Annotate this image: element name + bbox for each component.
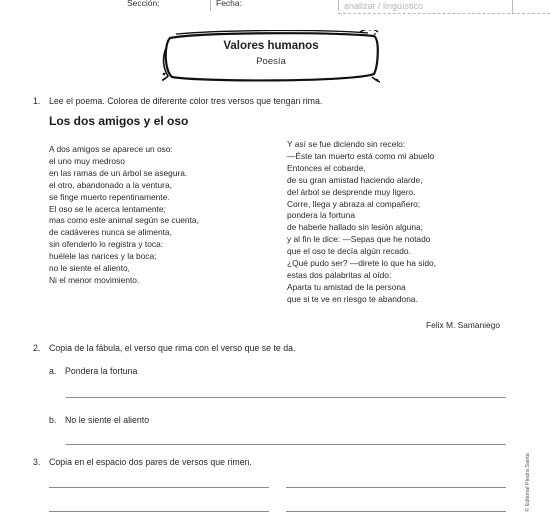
header-dashed-line bbox=[338, 13, 550, 14]
poem-verse: Entonces el cobarde, bbox=[287, 162, 366, 173]
poem-verse: mas como este animal según se cuenta, bbox=[49, 215, 199, 226]
poem-author: Felix M. Samaniego bbox=[426, 320, 501, 330]
answer-line-3-left-2[interactable] bbox=[49, 511, 269, 512]
question-1 bbox=[33, 96, 322, 106]
answer-line-2a[interactable] bbox=[66, 397, 506, 398]
copyright-sidebar: © Editorial Piedra Santa bbox=[525, 453, 531, 512]
skill-text: analizar / lingüístico bbox=[344, 1, 424, 11]
poem-verse: —Éste tan muerto está como mi abuelo bbox=[287, 150, 435, 161]
poem-verse: de cadáveres nunca se alimenta, bbox=[49, 227, 172, 238]
question-2b bbox=[49, 415, 149, 425]
poem-verse: de haberle hallado sin lesión alguna; bbox=[287, 222, 423, 233]
question-2b-letter: b. bbox=[49, 415, 57, 425]
question-2b-text: No le siente el aliento bbox=[65, 415, 150, 425]
worksheet-title: Valores humanos bbox=[223, 40, 319, 52]
poem-verse: el uno muy medroso bbox=[49, 155, 125, 166]
poem-verse: de su gran amistad haciendo alarde, bbox=[287, 174, 423, 185]
question-2a-letter: a. bbox=[49, 366, 57, 376]
question-2-number: 2. bbox=[33, 343, 41, 353]
poem-title: Los dos amigos y el oso bbox=[49, 114, 189, 128]
poem-verse: sin ofenderlo lo registra y toca: bbox=[49, 239, 164, 250]
answer-line-3-right-1[interactable] bbox=[286, 487, 506, 488]
header-divider-2 bbox=[338, 0, 339, 11]
poem-verse: Y así se fue diciendo sin recelo: bbox=[287, 139, 406, 149]
fecha-label: Fecha: bbox=[216, 0, 242, 8]
poem-verse: del árbol se desprende muy ligero. bbox=[287, 186, 416, 197]
question-3-text: Copia en el espacio dos pares de versos que rimen. bbox=[49, 457, 252, 467]
header-divider-1 bbox=[210, 0, 211, 11]
question-2-text: Copia de la fábula, el verso que rima con el verso que se te da. bbox=[49, 343, 296, 353]
answer-line-3-left-1[interactable] bbox=[49, 487, 269, 488]
poem-verse: El oso se le acerca lentamente; bbox=[49, 203, 166, 214]
poem-verse: se finge muerto repentinamente. bbox=[49, 191, 170, 202]
poem-column-1 bbox=[49, 144, 199, 287]
poem-verse: en las ramas de un árbol se asegura. bbox=[49, 167, 188, 178]
poem-verse: A dos amigos se aparece un oso: bbox=[49, 144, 173, 154]
question-1-text: Lee el poema. Colorea de diferente color tres versos que tengan rima. bbox=[49, 96, 323, 106]
poem-verse: ¿Qué pudo ser? —direte lo que ha sido, bbox=[287, 258, 436, 269]
answer-line-3-right-2[interactable] bbox=[286, 511, 506, 512]
poem-verse: Aparta tu amistad de la persona bbox=[287, 281, 406, 292]
header-divider-3 bbox=[512, 0, 513, 13]
worksheet-subtitle: Poesía bbox=[256, 56, 286, 67]
poem-verse: no le siente el aliento, bbox=[49, 263, 131, 274]
poem-verse: estas dos palabritas al oído: bbox=[287, 269, 392, 280]
poem-verse: pondera la fortuna bbox=[287, 210, 355, 221]
question-2 bbox=[33, 343, 295, 353]
poem-verse: el otro, abandonado a la ventura, bbox=[49, 179, 172, 190]
poem-column-2 bbox=[287, 139, 436, 306]
seccion-label: Sección: bbox=[127, 0, 160, 8]
poem-verse: huélele las narices y la boca; bbox=[49, 251, 157, 262]
question-2a-text: Pondera la fortuna bbox=[65, 366, 138, 376]
question-3-number: 3. bbox=[33, 457, 41, 467]
poem-verse: Ni el menor movimiento. bbox=[49, 274, 140, 285]
question-2a bbox=[49, 366, 137, 376]
answer-line-2b[interactable] bbox=[66, 444, 506, 445]
title-frame bbox=[162, 30, 380, 84]
poem-verse: que el oso te decía algún recado. bbox=[287, 246, 411, 257]
question-1-number: 1. bbox=[33, 96, 41, 106]
question-3 bbox=[33, 457, 252, 467]
poem-verse: que si te ve en riesgo te abandona. bbox=[287, 293, 418, 304]
poem-verse: y al fin le dice: —Sepas que he notado bbox=[287, 234, 431, 245]
poem-verse: Corre, llega y abraza al compañero; bbox=[287, 198, 421, 209]
